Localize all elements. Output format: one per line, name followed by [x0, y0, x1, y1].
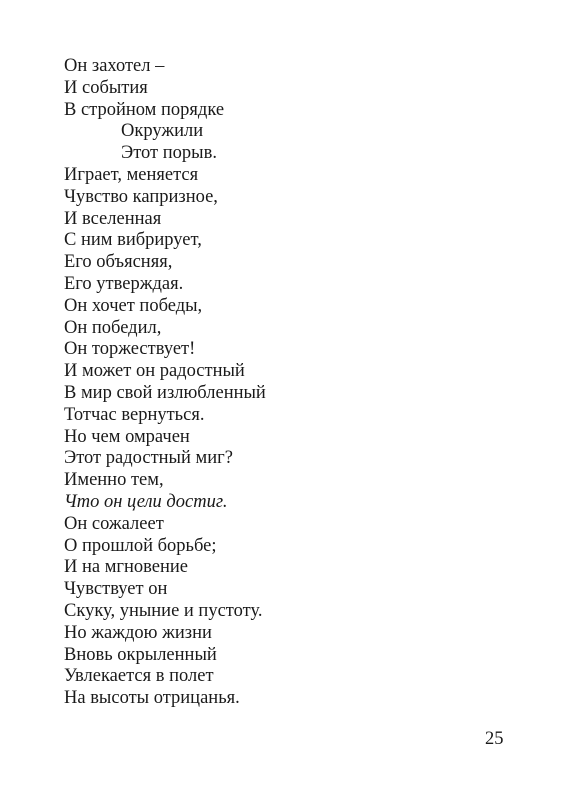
poem-text [64, 56, 524, 710]
poem-line: Чувствует он [64, 579, 168, 600]
poem-line: Чувство капризное, [64, 186, 218, 207]
poem-line: Он хочет победы, [64, 295, 203, 316]
poem-line: Тотчас вернуться. [64, 404, 205, 425]
poem-line: Его объясняя, [64, 252, 173, 273]
poem-line: Вновь окрыленный [64, 644, 217, 665]
poem-line: Играет, меняется [64, 164, 199, 185]
poem-line: С ним вибрирует, [64, 230, 202, 251]
poem-line: Именно тем, [64, 470, 164, 491]
poem-line: Он захотел – [64, 56, 165, 76]
poem-line: В стройном порядке [64, 99, 225, 120]
page-number: 25 [485, 729, 504, 749]
poem-line: Но чем омрачен [64, 426, 190, 447]
poem-line: И на мгновение [64, 557, 189, 578]
poem-line: На высоты отрицанья. [64, 688, 240, 709]
poem-line: Что он цели достиг. [64, 491, 228, 512]
poem-line: Он торжествует! [64, 339, 196, 360]
poem-line: И может он радостный [64, 361, 245, 382]
poem-line: И вселенная [64, 208, 162, 229]
poem-line: Но жаждою жизни [64, 622, 212, 643]
poem-line: Он сожалеет [64, 513, 164, 534]
poem-line: Скуку, уныние и пустоту. [64, 600, 263, 621]
poem-line: В мир свой излюбленный [64, 382, 266, 403]
poem-line: О прошлой борьбе; [64, 535, 217, 556]
poem-line: Он победил, [64, 317, 162, 338]
poem-line: Увлекается в полет [64, 666, 214, 687]
poem-line: И события [64, 77, 148, 98]
poem-line: Этот порыв. [121, 143, 217, 164]
poem-line: Этот радостный миг? [64, 448, 233, 469]
poem-line: Окружили [121, 121, 204, 142]
poem-line: Его утверждая. [64, 273, 184, 294]
